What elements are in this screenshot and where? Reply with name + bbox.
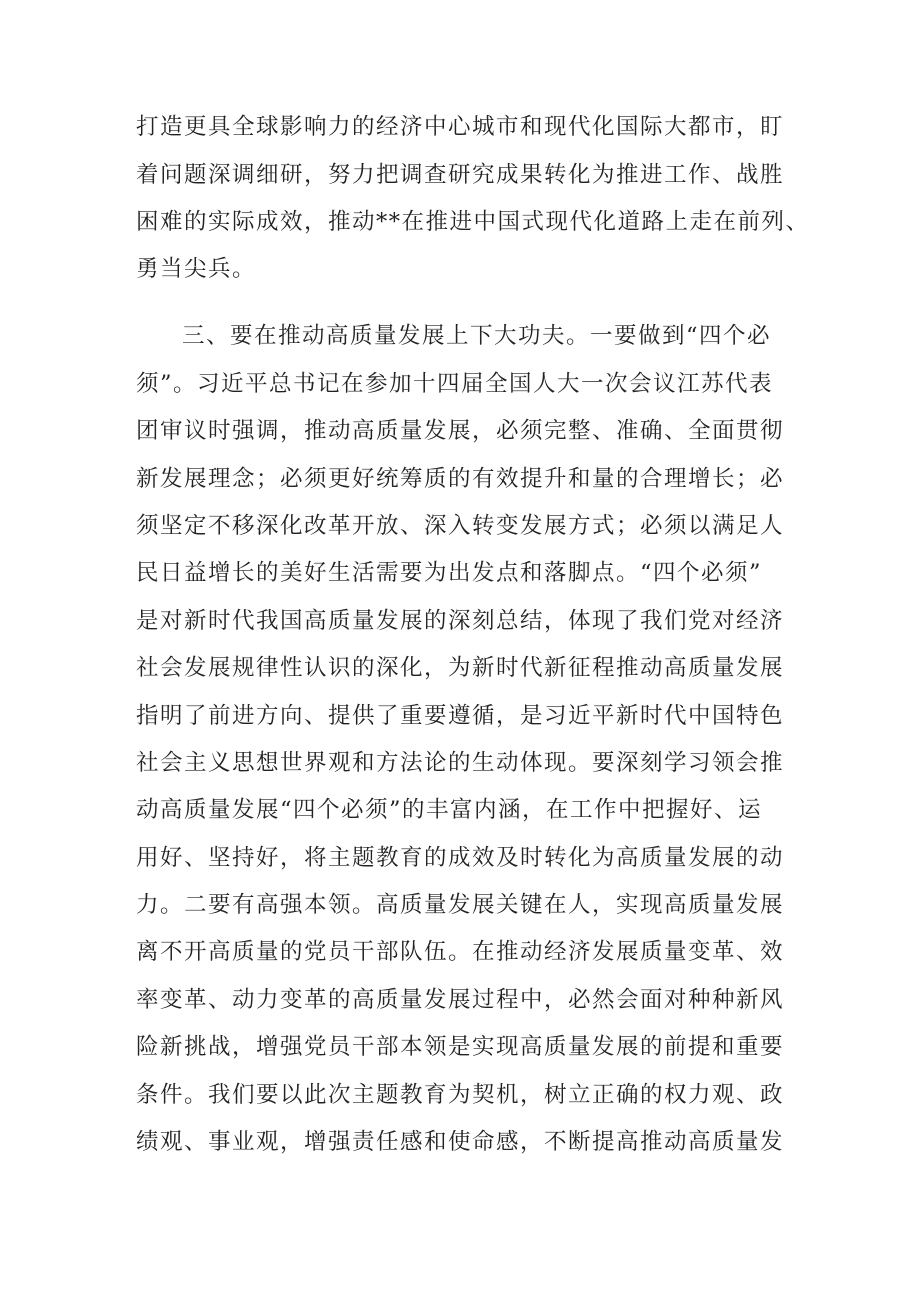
paragraph-line: 绩观、事业观，增强责任感和使命感，不断提高推动高质量发 xyxy=(136,1129,785,1155)
paragraph-line: 困难的实际成效，推动**在推进中国式现代化道路上走在前列、 xyxy=(136,209,810,235)
paragraph-line: 新发展理念；必须更好统筹质的有效提升和量的合理增长；必 xyxy=(136,466,785,492)
paragraph-line: 离不开高质量的党员干部队伍。在推动经济发展质量变革、效 xyxy=(136,939,785,965)
paragraph-line: 民日益增长的美好生活需要为出发点和落脚点。“四个必须” xyxy=(136,560,763,586)
paragraph-line: 险新挑战，增强党员干部本领是实现高质量发展的前提和重要 xyxy=(136,1034,785,1060)
paragraph-line: 着问题深调细研，努力把调查研究成果转化为推进工作、战胜 xyxy=(136,162,785,188)
paragraph-line: 用好、坚持好，将主题教育的成效及时转化为高质量发展的动 xyxy=(136,845,785,871)
paragraph-line: 打造更具全球影响力的经济中心城市和现代化国际大都市，盯 xyxy=(136,114,785,140)
paragraph-line: 团审议时强调，推动高质量发展，必须完整、准确、全面贯彻 xyxy=(136,418,785,444)
paragraph-line: 须坚定不移深化改革开放、深入转变发展方式；必须以满足人 xyxy=(136,513,785,539)
paragraph-line: 力。二要有高强本领。高质量发展关键在人，实现高质量发展 xyxy=(136,892,785,918)
section-heading-line: 三、要在推动高质量发展上下大功夫。一要做到“四个必 xyxy=(182,323,772,349)
paragraph-line: 指明了前进方向、提供了重要遵循，是习近平新时代中国特色 xyxy=(136,703,785,729)
paragraph-line: 勇当尖兵。 xyxy=(136,256,257,282)
paragraph-line: 社会发展规律性认识的深化，为新时代新征程推动高质量发展 xyxy=(136,655,785,681)
paragraph-line: 须”。习近平总书记在参加十四届全国人大一次会议江苏代表 xyxy=(136,371,774,397)
paragraph-line: 条件。我们要以此次主题教育为契机，树立正确的权力观、政 xyxy=(136,1082,785,1108)
paragraph-line: 社会主义思想世界观和方法论的生动体现。要深刻学习领会推 xyxy=(136,750,785,776)
paragraph-line: 动高质量发展“四个必须”的丰富内涵，在工作中把握好、运 xyxy=(136,797,763,823)
paragraph-line: 率变革、动力变革的高质量发展过程中，必然会面对种种新风 xyxy=(136,987,785,1013)
paragraph-line: 是对新时代我国高质量发展的深刻总结，体现了我们党对经济 xyxy=(136,608,785,634)
